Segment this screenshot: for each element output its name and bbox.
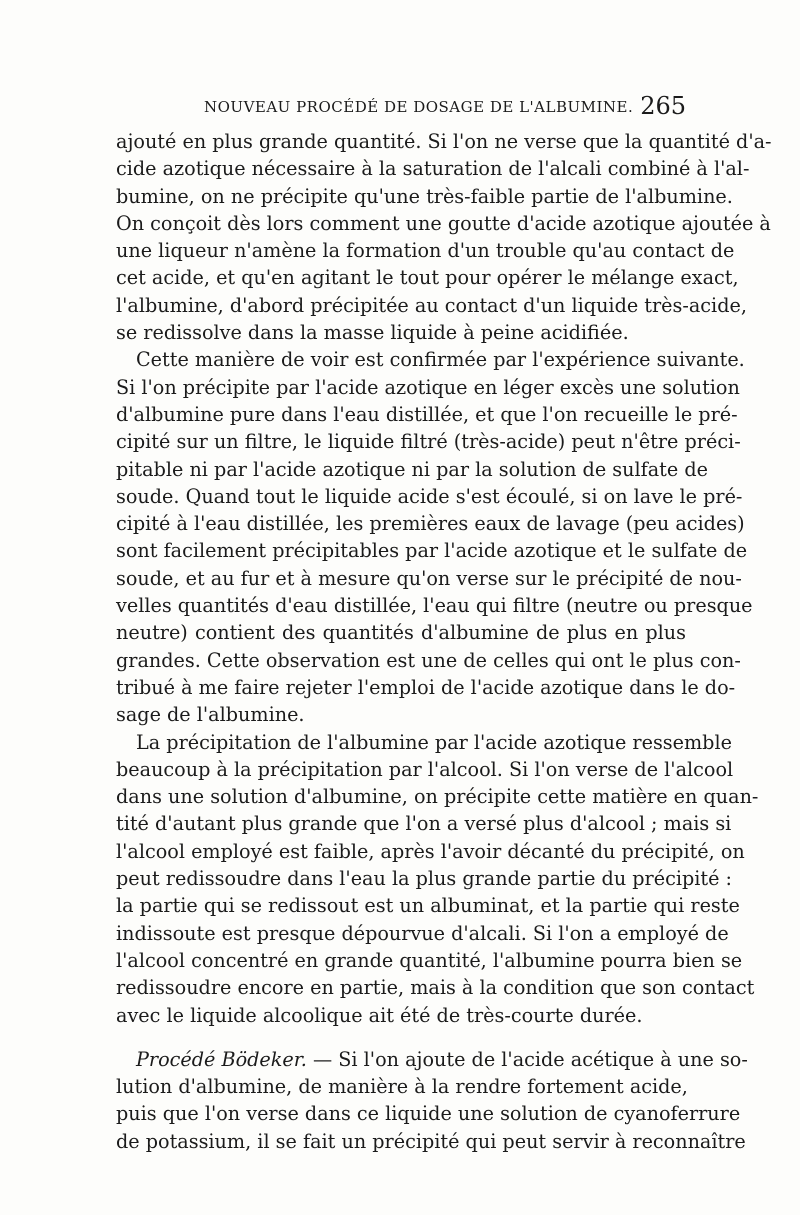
text-line: soude. Quand tout le liquide acide s'est écoulé, si on lave le pré-	[116, 484, 743, 508]
text-line: cet acide, et qu'en agitant le tout pour opérer le mélange exact,	[116, 266, 739, 290]
text-line: avec le liquide alcoolique ait été de très-courte durée.	[116, 1003, 643, 1027]
text-line: La précipitation de l'albumine par l'acide azotique ressemble	[136, 730, 732, 754]
text-line: se redissolve dans la masse liquide à peine acidifiée.	[116, 321, 629, 345]
text-line: Si l'on précipite par l'acide azotique en léger excès une solution	[116, 375, 740, 399]
paragraph-4	[116, 1046, 748, 1155]
text-line: indissoute est presque dépourvue d'alcali. Si l'on a employé de	[116, 921, 729, 945]
text-line: la partie qui se redissout est un albuminat, et la partie qui reste	[116, 894, 740, 918]
text-line: ajouté en plus grande quantité. Si l'on ne verse que la quantité d'a-	[116, 130, 772, 153]
body-text	[116, 128, 772, 1155]
text-line: l'alcool employé est faible, après l'avoir décanté du précipité, on	[116, 839, 745, 863]
text-line: d'albumine pure dans l'eau distillée, et que l'on recueille le pré-	[116, 402, 738, 426]
text-line: sage de l'albumine.	[116, 703, 305, 727]
text-line: dans une solution d'albumine, on précipite cette matière en quan-	[116, 785, 759, 809]
section-heading: Procédé Bödeker.	[136, 1047, 307, 1071]
text-line: lution d'albumine, de manière à la rendre fortement acide,	[116, 1075, 688, 1099]
text-line: Cette manière de voir est confirmée par l'expérience suivante.	[136, 348, 745, 372]
text-line: l'alcool concentré en grande quantité, l'albumine pourra bien se	[116, 948, 743, 972]
text-line: On conçoit dès lors comment une goutte d'acide azotique ajoutée à	[116, 211, 771, 235]
text-line: tité d'autant plus grande que l'on a versé plus d'alcool ; mais si	[116, 812, 732, 836]
running-title: NOUVEAU PROCÉDÉ DE DOSAGE DE L'ALBUMINE.	[204, 98, 634, 116]
text-run: — Si l'on ajoute de l'acide acétique à une so-	[306, 1047, 748, 1071]
text-line: velles quantités d'eau distillée, l'eau qui filtre (neutre ou presque	[116, 594, 753, 618]
text-line: puis que l'on verse dans ce liquide une solution de cyanoferrure	[116, 1102, 741, 1126]
text-line: l'albumine, d'abord précipitée au contact d'un liquide très-acide,	[116, 293, 747, 317]
text-line: une liqueur n'amène la formation d'un trouble qu'au contact de	[116, 239, 735, 263]
text-line: sont facilement précipitables par l'acide azotique et le sulfate de	[116, 539, 748, 563]
text-line: cipité à l'eau distillée, les premières eaux de lavage (peu acides)	[116, 512, 745, 536]
text-line: cipité sur un filtre, le liquide filtré (très-acide) peut n'être préci-	[116, 430, 741, 454]
text-line: neutre) contient des quantités d'albumine de plus en plus	[116, 621, 686, 645]
text-line: pitable ni par l'acide azotique ni par la solution de sulfate de	[116, 457, 708, 481]
paragraph-2	[116, 346, 753, 728]
text-line: beaucoup à la précipitation par l'alcool. Si l'on verse de l'alcool	[116, 757, 734, 781]
page-number: 265	[640, 92, 686, 120]
text-line: grandes. Cette observation est une de celles qui ont le plus con-	[116, 648, 741, 672]
paragraph-gap	[116, 1029, 686, 1046]
text-line: tribué à me faire rejeter l'emploi de l'acide azotique dans le do-	[116, 675, 736, 699]
text-line	[116, 1046, 748, 1073]
paragraph-1	[116, 128, 772, 346]
text-line: peut redissoudre dans l'eau la plus grande partie du précipité :	[116, 867, 733, 891]
paragraph-3	[116, 729, 759, 1029]
text-line: de potassium, il se fait un précipité qui peut servir à reconnaître	[116, 1129, 746, 1153]
text-line: bumine, on ne précipite qu'une très-faible partie de l'albumine.	[116, 184, 733, 208]
text-line: redissoudre encore en partie, mais à la condition que son contact	[116, 976, 755, 1000]
running-head	[116, 92, 686, 122]
text-line: soude, et au fur et à mesure qu'on verse sur le précipité de nou-	[116, 566, 742, 590]
text-line: cide azotique nécessaire à la saturation de l'alcali combiné à l'al-	[116, 157, 750, 181]
